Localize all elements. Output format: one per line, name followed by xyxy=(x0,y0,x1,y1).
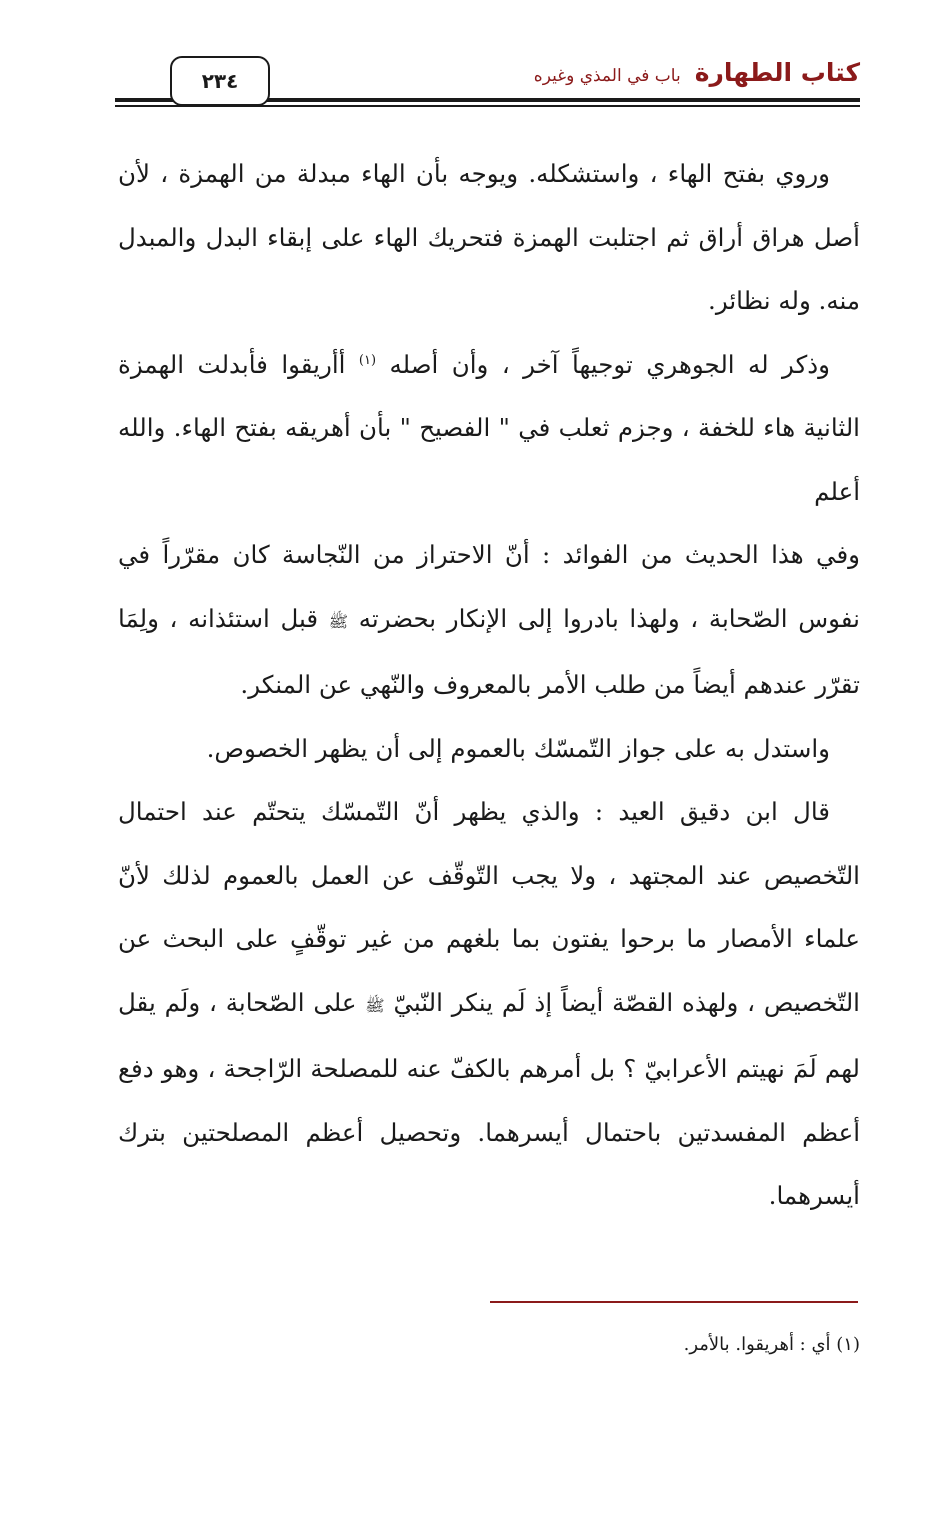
running-title xyxy=(534,58,860,87)
paragraph-text: قال ابن دقيق العيد : والذي يظهر أنّ التّمسّك يتحتّم عند احتمال التّخصيص عند المجتهد ، ولا يجب التّوقّف عن العمل بالعموم لذلك لأنّ علماء الأمصار ما برحوا يفتون بما بلغهم من غير توقّفٍ على البحث عن التّخصيص ، ولهذه القصّة أيضاً إذ لَم ينكر النّبيّ xyxy=(118,797,860,1017)
chapter-title: باب في المذي وغيره xyxy=(533,66,681,86)
paragraph-text: وذكر له الجوهري توجيهاً آخر ، وأن أصله xyxy=(389,349,830,379)
paragraph-text: أأريقوا فأبدلت الهمزة الثانية هاء للخفة ، وجزم ثعلب في " الفصيح " بأن أهريقه بفتح الهاء. والله أعلم xyxy=(118,349,860,506)
page-number: ٢٣٤ xyxy=(201,69,239,93)
paragraph-text: وفي هذا الحديث من الفوائد : أنّ الاحتراز من النّجاسة كان مقرّراً في نفوس الصّحابة ، ولهذا بادروا إلى الإنكار بحضرته xyxy=(118,540,860,633)
paragraph: وروي بفتح الهاء ، واستشكله. ويوجه بأن الهاء مبدلة من الهمزة ، لأن أصل هراق أراق ثم اجتلبت الهمزة فتحريك الهاء على إبقاء البدل والمبدل منه. وله نظائر. xyxy=(118,159,860,315)
paragraph: واستدل به على جواز التّمسّك بالعموم إلى أن يظهر الخصوص. xyxy=(206,733,830,763)
paragraph-text: على الصّحابة ، ولَم يقل لهم لَمَ نهيتم الأعرابيّ ؟ بل أمرهم بالكفّ عنه للمصلحة الرّاجحة ، وهو دفع أعظم المفسدتين باحتمال أيسرهما. وتحصيل أعظم المصلحتين بترك أيسرهما. xyxy=(118,987,860,1210)
paragraph-text: قبل استئذانه ، ولِمَا تقرّر عندهم أيضاً من طلب الأمر بالمعروف والنّهي عن المنكر. xyxy=(118,603,860,699)
page-number-box xyxy=(170,56,270,106)
salawat-glyph: ﷺ xyxy=(365,995,385,1015)
paragraph xyxy=(118,333,860,524)
footnote: (١) أي : أهريقوا. بالأمر. xyxy=(683,1334,860,1355)
main-text xyxy=(118,142,860,1228)
salawat-glyph: ﷺ xyxy=(328,611,349,631)
page-header xyxy=(115,50,860,112)
footnote-separator xyxy=(490,1301,858,1303)
paragraph xyxy=(118,523,860,717)
footnote-reference[interactable]: (١) xyxy=(358,352,377,368)
paragraph xyxy=(118,780,860,1228)
book-title: كتاب الطهارة xyxy=(694,58,860,87)
